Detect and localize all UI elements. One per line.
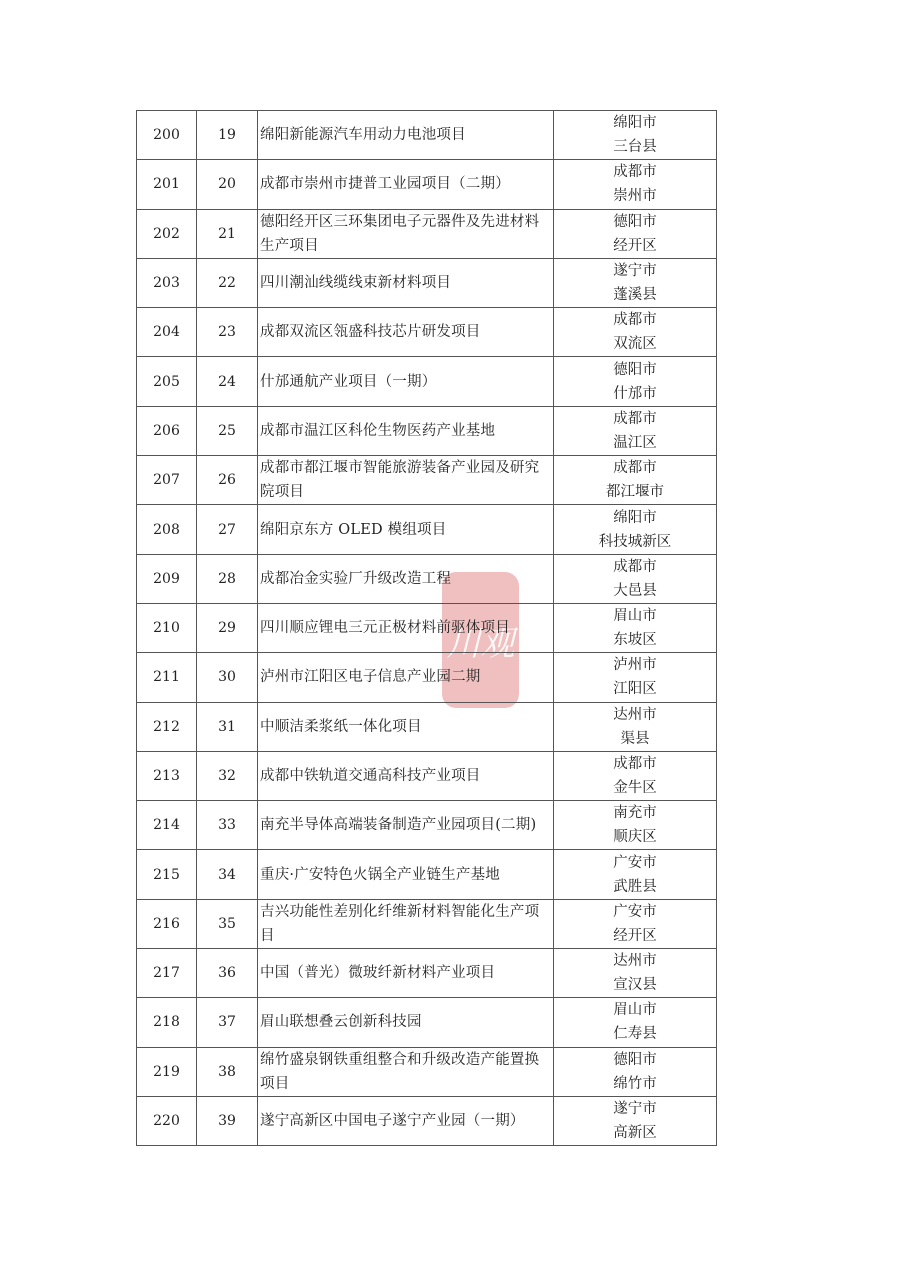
table-row (137, 850, 717, 899)
location-district: 什邡市 (613, 385, 657, 402)
location-district: 大邑县 (613, 582, 657, 599)
project-name: 泸州市江阳区电子信息产业园二期 (258, 653, 554, 702)
location-cell (554, 258, 717, 307)
project-name: 中国（普光）微玻纤新材料产业项目 (258, 949, 554, 998)
location-district: 武胜县 (613, 878, 657, 895)
location-district: 科技城新区 (598, 533, 672, 550)
sub-number: 38 (197, 1047, 258, 1096)
table-row (137, 258, 717, 307)
location-cell (554, 406, 717, 455)
sub-number: 39 (197, 1096, 258, 1145)
location-district: 经开区 (613, 237, 657, 254)
table-row (137, 456, 717, 505)
project-name: 绵阳京东方 OLED 模组项目 (258, 505, 554, 554)
sub-number: 25 (197, 406, 258, 455)
row-number: 211 (137, 653, 197, 702)
project-name: 吉兴功能性差别化纤维新材料智能化生产项目 (258, 899, 554, 948)
location-district: 顺庆区 (613, 829, 657, 846)
location-cell (554, 1096, 717, 1145)
location-city: 成都市 (613, 756, 657, 772)
location-cell (554, 505, 717, 554)
sub-number: 28 (197, 554, 258, 603)
row-number: 212 (137, 702, 197, 751)
row-number: 203 (137, 258, 197, 307)
location-city: 成都市 (613, 164, 657, 181)
project-name: 成都双流区瓴盛科技芯片研发项目 (258, 308, 554, 357)
table-row (137, 702, 717, 751)
row-number: 214 (137, 801, 197, 850)
table-row (137, 357, 717, 406)
location-district: 仁寿县 (613, 1026, 657, 1043)
location-district: 崇州市 (613, 188, 657, 205)
project-name: 重庆·广安特色火锅全产业链生产基地 (258, 850, 554, 899)
row-number: 200 (137, 111, 197, 160)
table-row (137, 209, 717, 258)
row-number: 220 (137, 1096, 197, 1145)
sub-number: 35 (197, 899, 258, 948)
project-name: 成都市崇州市捷普工业园项目（二期） (258, 160, 554, 209)
sub-number: 29 (197, 603, 258, 652)
location-cell (554, 702, 717, 751)
table-row (137, 751, 717, 800)
location-district: 绵竹市 (613, 1075, 657, 1092)
location-city: 泸州市 (613, 657, 657, 674)
table-row (137, 653, 717, 702)
sub-number: 37 (197, 998, 258, 1047)
location-district: 经开区 (613, 927, 657, 944)
project-name: 南充半导体高端装备制造产业园项目(二期) (258, 801, 554, 850)
location-district: 渠县 (620, 730, 650, 747)
project-table (136, 110, 717, 1146)
table-row (137, 160, 717, 209)
location-city: 遂宁市 (613, 263, 657, 280)
row-number: 217 (137, 949, 197, 998)
project-table-body (137, 111, 717, 1146)
location-cell (554, 899, 717, 948)
project-name: 成都中铁轨道交通高科技产业项目 (258, 751, 554, 800)
location-district: 温江区 (613, 434, 657, 451)
location-city: 眉山市 (613, 608, 657, 625)
sub-number: 36 (197, 949, 258, 998)
sub-number: 32 (197, 751, 258, 800)
project-name: 成都市温江区科伦生物医药产业基地 (258, 406, 554, 455)
sub-number: 33 (197, 801, 258, 850)
row-number: 207 (137, 456, 197, 505)
sub-number: 27 (197, 505, 258, 554)
row-number: 210 (137, 603, 197, 652)
location-cell (554, 308, 717, 357)
table-row (137, 899, 717, 948)
sub-number: 30 (197, 653, 258, 702)
watermark-logo: 川观 (442, 572, 519, 708)
location-cell (554, 603, 717, 652)
location-cell (554, 653, 717, 702)
project-name: 四川顺应锂电三元正极材料前驱体项目 (258, 603, 554, 652)
row-number: 204 (137, 308, 197, 357)
project-name: 绵竹盛泉钢铁重组整合和升级改造产能置换项目 (258, 1047, 554, 1096)
location-cell (554, 998, 717, 1047)
table-row (137, 998, 717, 1047)
sub-number: 19 (197, 111, 258, 160)
location-district: 宣汉县 (613, 977, 657, 994)
sub-number: 24 (197, 357, 258, 406)
location-district: 金牛区 (613, 780, 657, 796)
row-number: 216 (137, 899, 197, 948)
project-name: 什邡通航产业项目（一期） (258, 357, 554, 406)
project-name: 德阳经开区三环集团电子元器件及先进材料生产项目 (258, 209, 554, 258)
table-row (137, 308, 717, 357)
location-city: 达州市 (613, 953, 657, 970)
table-row (137, 1096, 717, 1145)
sub-number: 26 (197, 456, 258, 505)
row-number: 218 (137, 998, 197, 1047)
row-number: 208 (137, 505, 197, 554)
location-city: 成都市 (613, 558, 657, 575)
location-city: 德阳市 (613, 1051, 657, 1068)
row-number: 201 (137, 160, 197, 209)
table-row (137, 801, 717, 850)
location-city: 德阳市 (613, 361, 657, 378)
project-name: 眉山联想叠云创新科技园 (258, 998, 554, 1047)
location-district: 高新区 (613, 1125, 657, 1142)
row-number: 209 (137, 554, 197, 603)
project-name: 绵阳新能源汽车用动力电池项目 (258, 111, 554, 160)
location-city: 德阳市 (613, 213, 657, 230)
row-number: 206 (137, 406, 197, 455)
table-row (137, 603, 717, 652)
row-number: 213 (137, 751, 197, 800)
row-number: 205 (137, 357, 197, 406)
row-number: 215 (137, 850, 197, 899)
location-cell (554, 357, 717, 406)
location-cell (554, 801, 717, 850)
location-city: 绵阳市 (613, 115, 657, 132)
location-cell (554, 209, 717, 258)
row-number: 202 (137, 209, 197, 258)
location-cell (554, 751, 717, 800)
location-city: 遂宁市 (613, 1101, 657, 1118)
location-city: 南充市 (613, 805, 657, 822)
location-cell (554, 111, 717, 160)
location-cell (554, 949, 717, 998)
location-city: 成都市 (613, 460, 657, 477)
location-city: 广安市 (613, 903, 657, 920)
sub-number: 31 (197, 702, 258, 751)
location-cell (554, 850, 717, 899)
table-row (137, 406, 717, 455)
sub-number: 20 (197, 160, 258, 209)
table-row (137, 1047, 717, 1096)
location-district: 三台县 (613, 139, 657, 156)
location-cell (554, 456, 717, 505)
sub-number: 34 (197, 850, 258, 899)
sub-number: 23 (197, 308, 258, 357)
project-name: 成都冶金实验厂升级改造工程 (258, 554, 554, 603)
location-city: 成都市 (613, 410, 657, 427)
location-city: 成都市 (613, 312, 657, 329)
location-cell (554, 1047, 717, 1096)
sub-number: 21 (197, 209, 258, 258)
location-district: 双流区 (613, 336, 657, 353)
row-number: 219 (137, 1047, 197, 1096)
table-row (137, 554, 717, 603)
table-row (137, 505, 717, 554)
location-district: 蓬溪县 (613, 287, 657, 304)
sub-number: 22 (197, 258, 258, 307)
location-city: 达州市 (613, 706, 657, 723)
location-city: 眉山市 (613, 1002, 657, 1019)
project-name: 中顺洁柔浆纸一体化项目 (258, 702, 554, 751)
table-row (137, 949, 717, 998)
location-city: 绵阳市 (613, 509, 657, 526)
project-name: 四川潮汕线缆线束新材料项目 (258, 258, 554, 307)
project-name: 遂宁高新区中国电子遂宁产业园（一期） (258, 1096, 554, 1145)
location-city: 广安市 (613, 854, 657, 871)
location-district: 都江堰市 (606, 484, 664, 501)
location-cell (554, 554, 717, 603)
location-district: 江阳区 (613, 681, 657, 698)
table-row (137, 111, 717, 160)
location-cell (554, 160, 717, 209)
location-district: 东坡区 (613, 632, 657, 649)
project-name: 成都市都江堰市智能旅游装备产业园及研究院项目 (258, 456, 554, 505)
